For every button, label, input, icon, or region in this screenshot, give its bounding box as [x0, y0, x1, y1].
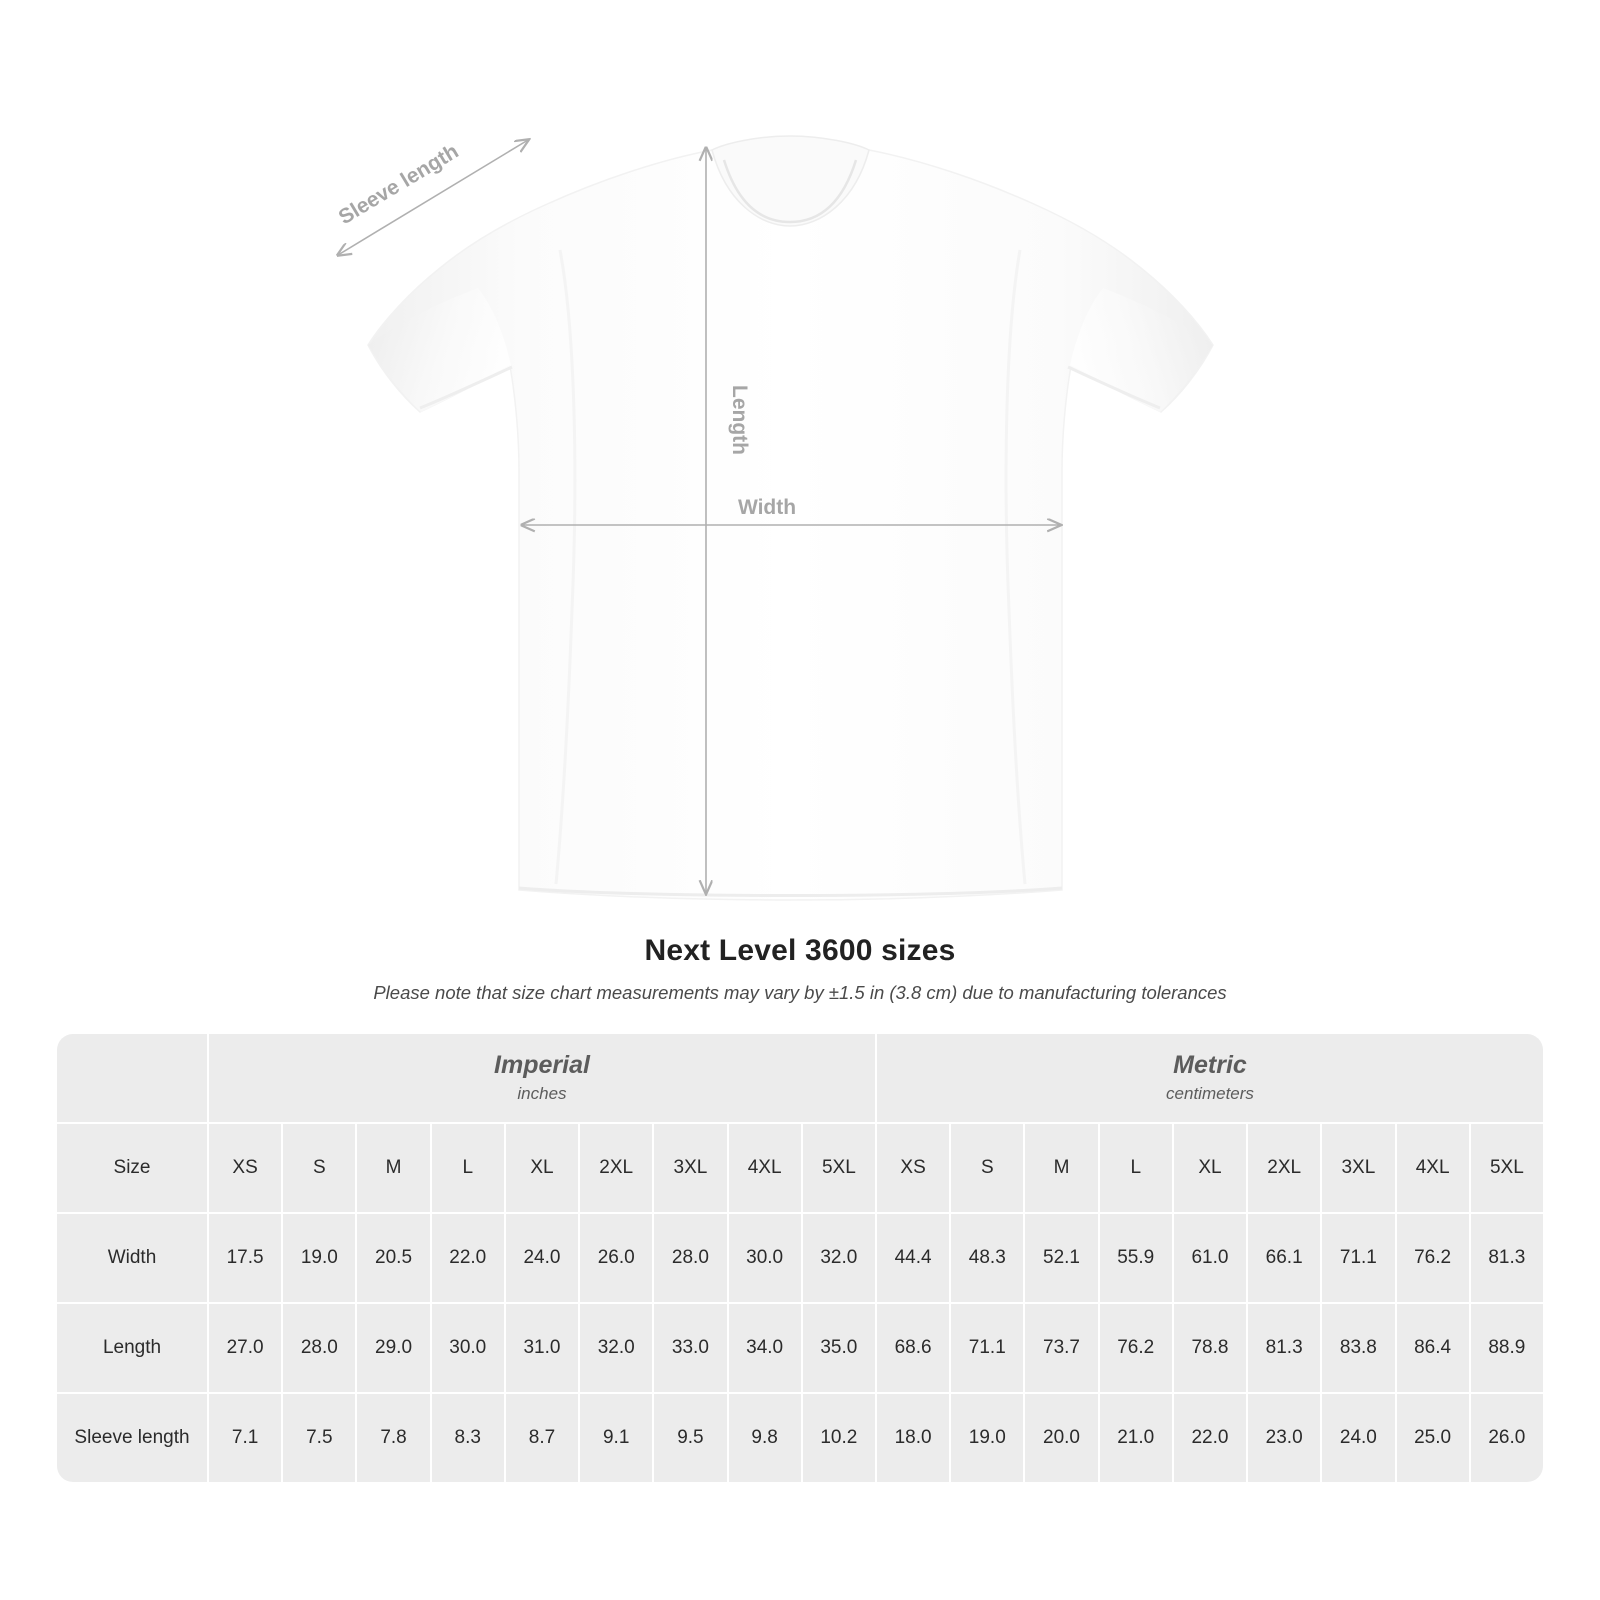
- cell: 76.2: [1397, 1214, 1469, 1302]
- cell: 29.0: [357, 1304, 429, 1392]
- unit-header-blank: [57, 1034, 207, 1122]
- column-header: XS: [877, 1124, 949, 1212]
- table-unit-header-row: [57, 1034, 1543, 1122]
- column-header: 5XL: [1471, 1124, 1543, 1212]
- cell: 81.3: [1248, 1304, 1320, 1392]
- table-row: [57, 1394, 1543, 1482]
- row-label-sleeve-length: Sleeve length: [57, 1394, 207, 1482]
- cell: 8.7: [506, 1394, 578, 1482]
- cell: 8.3: [432, 1394, 504, 1482]
- cell: 9.5: [654, 1394, 726, 1482]
- cell: 23.0: [1248, 1394, 1320, 1482]
- cell: 26.0: [1471, 1394, 1543, 1482]
- table-row: [57, 1214, 1543, 1302]
- column-header: M: [357, 1124, 429, 1212]
- cell: 19.0: [283, 1214, 355, 1302]
- column-header: 2XL: [580, 1124, 652, 1212]
- cell: 55.9: [1100, 1214, 1172, 1302]
- cell: 44.4: [877, 1214, 949, 1302]
- cell: 21.0: [1100, 1394, 1172, 1482]
- unit-name-metric: Metric: [1173, 1051, 1247, 1080]
- unit-name-imperial: Imperial: [494, 1051, 590, 1080]
- cell: 81.3: [1471, 1214, 1543, 1302]
- column-header: S: [283, 1124, 355, 1212]
- cell: 73.7: [1025, 1304, 1097, 1392]
- cell: 10.2: [803, 1394, 875, 1482]
- unit-header-imperial: [209, 1034, 875, 1122]
- column-header: XL: [506, 1124, 578, 1212]
- row-label-width: Width: [57, 1214, 207, 1302]
- cell: 32.0: [580, 1304, 652, 1392]
- column-header: S: [951, 1124, 1023, 1212]
- cell: 34.0: [729, 1304, 801, 1392]
- cell: 68.6: [877, 1304, 949, 1392]
- column-header: 4XL: [1397, 1124, 1469, 1212]
- chart-title: Next Level 3600 sizes: [644, 934, 956, 967]
- cell: 22.0: [1174, 1394, 1246, 1482]
- cell: 88.9: [1471, 1304, 1543, 1392]
- cell: 33.0: [654, 1304, 726, 1392]
- cell: 31.0: [506, 1304, 578, 1392]
- cell: 76.2: [1100, 1304, 1172, 1392]
- column-header: XL: [1174, 1124, 1246, 1212]
- table-row: [57, 1304, 1543, 1392]
- cell: 24.0: [1322, 1394, 1394, 1482]
- cell: 24.0: [506, 1214, 578, 1302]
- cell: 35.0: [803, 1304, 875, 1392]
- cell: 25.0: [1397, 1394, 1469, 1482]
- column-header: XS: [209, 1124, 281, 1212]
- size-table-wrap: [55, 1032, 1545, 1484]
- cell: 66.1: [1248, 1214, 1320, 1302]
- chart-note: Please note that size chart measurements may vary by ±1.5 in (3.8 cm) due to manufacturing tolerances: [373, 982, 1227, 1003]
- row-label-length: Length: [57, 1304, 207, 1392]
- column-header-size: Size: [57, 1124, 207, 1212]
- cell: 22.0: [432, 1214, 504, 1302]
- size-table: [55, 1032, 1545, 1484]
- cell: 27.0: [209, 1304, 281, 1392]
- column-header: 3XL: [1322, 1124, 1394, 1212]
- cell: 28.0: [283, 1304, 355, 1392]
- cell: 19.0: [951, 1394, 1023, 1482]
- column-header: 5XL: [803, 1124, 875, 1212]
- cell: 7.1: [209, 1394, 281, 1482]
- cell: 18.0: [877, 1394, 949, 1482]
- label-length: Length: [728, 385, 751, 455]
- cell: 32.0: [803, 1214, 875, 1302]
- unit-header-metric: [877, 1034, 1543, 1122]
- column-header: 3XL: [654, 1124, 726, 1212]
- label-width: Width: [737, 496, 797, 519]
- cell: 20.0: [1025, 1394, 1097, 1482]
- cell: 86.4: [1397, 1304, 1469, 1392]
- cell: 48.3: [951, 1214, 1023, 1302]
- column-header: M: [1025, 1124, 1097, 1212]
- cell: 26.0: [580, 1214, 652, 1302]
- cell: 17.5: [209, 1214, 281, 1302]
- cell: 83.8: [1322, 1304, 1394, 1392]
- cell: 52.1: [1025, 1214, 1097, 1302]
- cell: 78.8: [1174, 1304, 1246, 1392]
- unit-sub-metric: centimeters: [1166, 1083, 1254, 1103]
- table-column-header-row: [57, 1124, 1543, 1212]
- cell: 28.0: [654, 1214, 726, 1302]
- label-sleeve-length: Sleeve length: [334, 139, 463, 230]
- column-header: L: [432, 1124, 504, 1212]
- column-header: 2XL: [1248, 1124, 1320, 1212]
- chart-heading-block: [0, 934, 1600, 1004]
- cell: 7.5: [283, 1394, 355, 1482]
- cell: 61.0: [1174, 1214, 1246, 1302]
- column-header: 4XL: [729, 1124, 801, 1212]
- cell: 71.1: [1322, 1214, 1394, 1302]
- cell: 9.8: [729, 1394, 801, 1482]
- cell: 7.8: [357, 1394, 429, 1482]
- unit-sub-imperial: inches: [517, 1083, 567, 1103]
- cell: 30.0: [432, 1304, 504, 1392]
- cell: 9.1: [580, 1394, 652, 1482]
- cell: 20.5: [357, 1214, 429, 1302]
- column-header: L: [1100, 1124, 1172, 1212]
- cell: 30.0: [729, 1214, 801, 1302]
- cell: 71.1: [951, 1304, 1023, 1392]
